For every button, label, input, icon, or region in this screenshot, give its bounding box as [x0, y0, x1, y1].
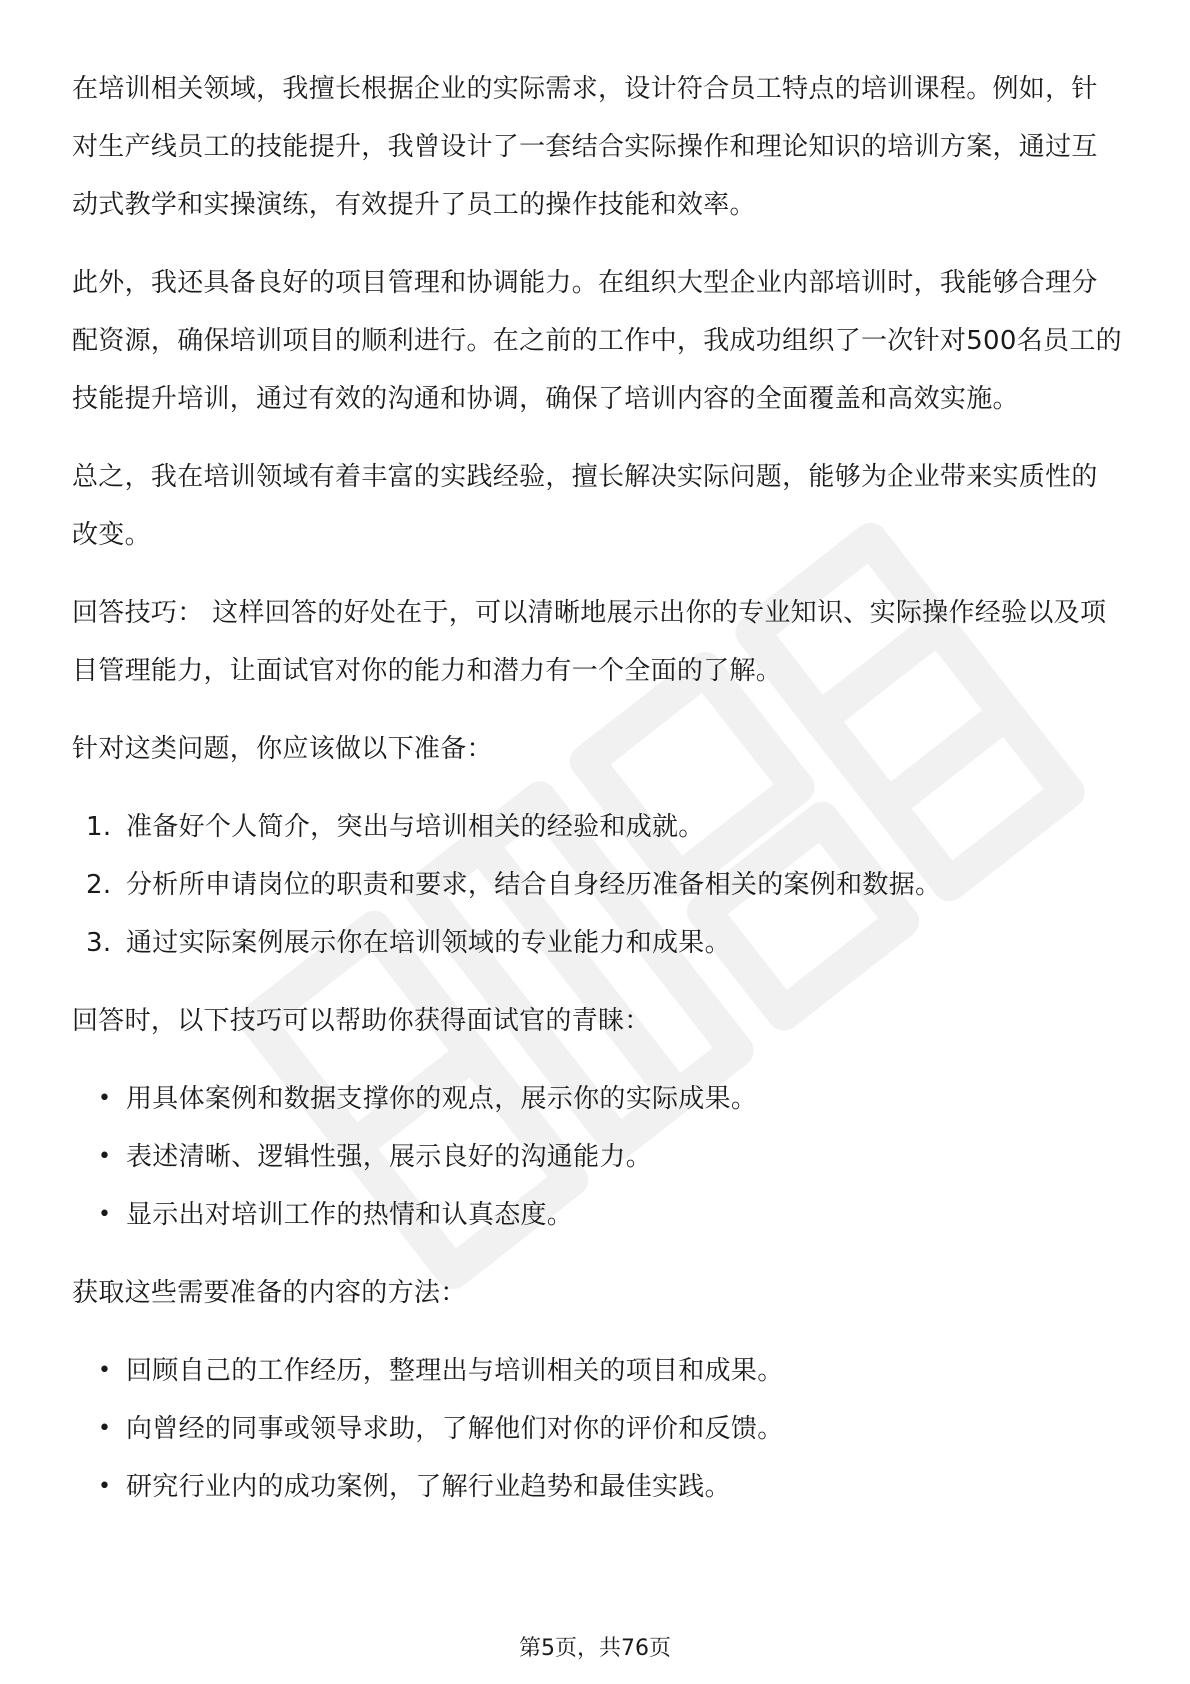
list-item	[72, 798, 1122, 856]
list-number: 1.	[86, 812, 112, 842]
bullet-icon: •	[98, 1144, 112, 1169]
list-item-text: 用具体案例和数据支撑你的观点，展示你的实际成果。	[126, 1084, 758, 1114]
list-item	[72, 1128, 1122, 1186]
list-item-text: 回顾自己的工作经历，整理出与培训相关的项目和成果。	[126, 1356, 784, 1386]
bullet-icon: •	[98, 1358, 112, 1383]
paragraph-summary: 总之，我在培训领域有着丰富的实践经验，擅长解决实际问题，能够为企业带来实质性的改变。	[72, 462, 1098, 550]
list-item	[72, 856, 1122, 914]
tips-heading: 回答时，以下技巧可以帮助你获得面试官的青睐：	[72, 1006, 651, 1036]
list-number: 3.	[86, 928, 112, 958]
list-item	[72, 914, 1122, 972]
list-item-text: 准备好个人简介，突出与培训相关的经验和成就。	[126, 812, 705, 842]
paragraph-training-design: 在培训相关领域，我擅长根据企业的实际需求，设计符合员工特点的培训课程。例如，针对生产线员工的技能提升，我曾设计了一套结合实际操作和理论知识的培训方案，通过互动式教学和实操演练，有效提升了员工的操作技能和效率。	[72, 74, 1098, 220]
tips-list	[72, 1070, 1122, 1244]
page-number-footer: 第5页，共76页	[519, 1636, 671, 1661]
list-item-text: 研究行业内的成功案例，了解行业趋势和最佳实践。	[126, 1472, 731, 1502]
bullet-icon: •	[98, 1086, 112, 1111]
document-body	[72, 60, 1122, 1536]
list-item	[72, 1458, 1122, 1516]
bullet-icon: •	[98, 1202, 112, 1227]
list-item-text: 分析所申请岗位的职责和要求，结合自身经历准备相关的案例和数据。	[126, 870, 942, 900]
list-number: 2.	[86, 870, 112, 900]
bullet-icon: •	[98, 1474, 112, 1499]
list-item	[72, 1400, 1122, 1458]
list-item	[72, 1186, 1122, 1244]
list-item	[72, 1070, 1122, 1128]
prep-heading: 针对这类问题，你应该做以下准备：	[72, 734, 493, 764]
methods-heading: 获取这些需要准备的内容的方法：	[72, 1278, 467, 1308]
list-item	[72, 1342, 1122, 1400]
prep-list	[72, 798, 1122, 972]
paragraph-project-management: 此外，我还具备良好的项目管理和协调能力。在组织大型企业内部培训时，我能够合理分配资源，确保培训项目的顺利进行。在之前的工作中，我成功组织了一次针对500名员工的技能提升培训，通过有效的沟通和协调，确保了培训内容的全面覆盖和高效实施。	[72, 268, 1122, 414]
list-item-text: 向曾经的同事或领导求助，了解他们对你的评价和反馈。	[126, 1414, 784, 1444]
paragraph-answer-tips: 回答技巧： 这样回答的好处在于，可以清晰地展示出你的专业知识、实际操作经验以及项目管理能力，让面试官对你的能力和潜力有一个全面的了解。	[72, 598, 1107, 686]
methods-list	[72, 1342, 1122, 1516]
list-item-text: 通过实际案例展示你在培训领域的专业能力和成果。	[126, 928, 731, 958]
list-item-text: 表述清晰、逻辑性强，展示良好的沟通能力。	[126, 1142, 653, 1172]
list-item-text: 显示出对培训工作的热情和认真态度。	[126, 1200, 574, 1230]
bullet-icon: •	[98, 1416, 112, 1441]
